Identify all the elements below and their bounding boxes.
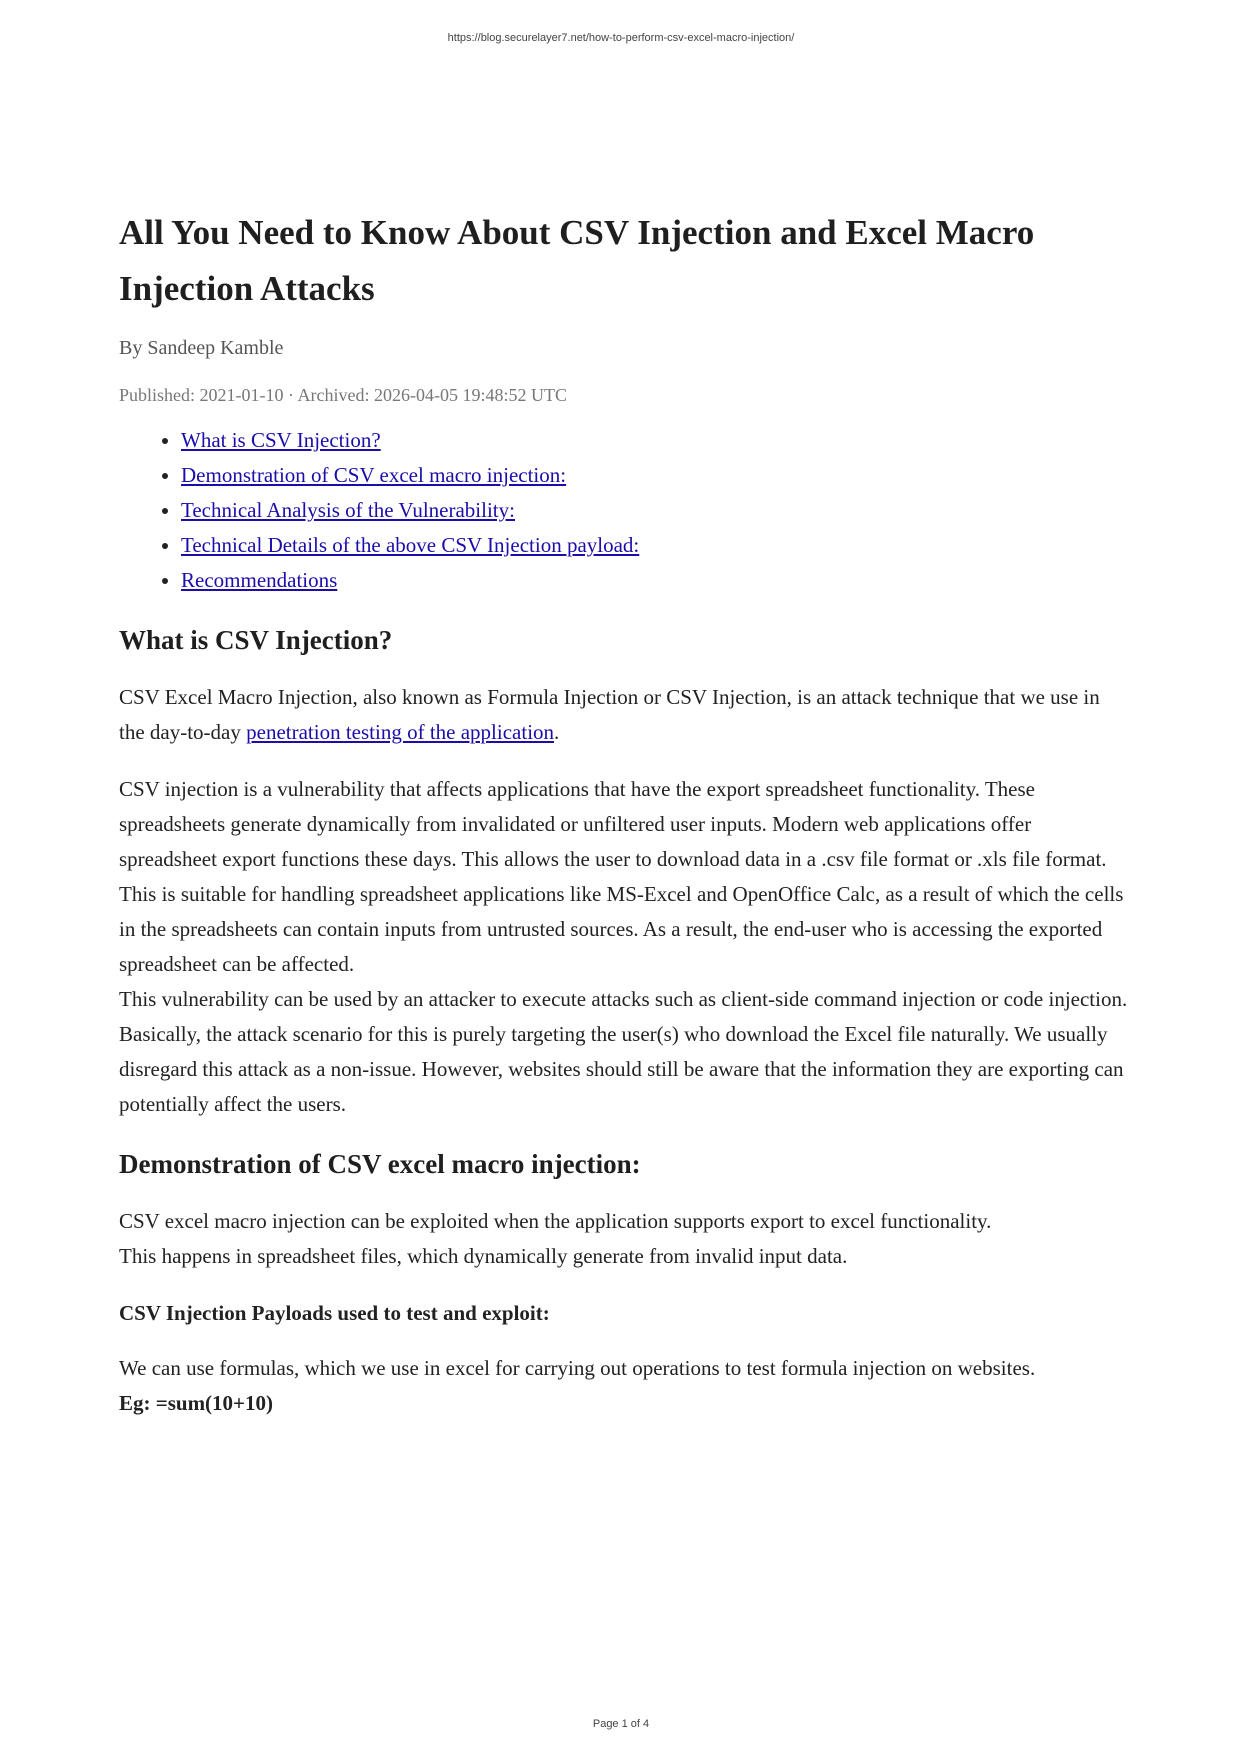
toc-link-technical-details[interactable]: Technical Details of the above CSV Injection payload: bbox=[181, 533, 640, 557]
paragraph-line: This happens in spreadsheet files, which dynamically generate from invalid input data. bbox=[119, 1244, 848, 1268]
paragraph bbox=[119, 680, 1129, 750]
toc-item bbox=[181, 528, 1129, 563]
subheading-payloads: CSV Injection Payloads used to test and exploit: bbox=[119, 1301, 550, 1325]
table-of-contents bbox=[119, 423, 1129, 598]
section-heading-demonstration: Demonstration of CSV excel macro injection: bbox=[119, 1149, 641, 1179]
paragraph-text: We can use formulas, which we use in excel for carrying out operations to test formula injection on websites. bbox=[119, 1356, 1036, 1380]
paragraph: This vulnerability can be used by an attacker to execute attacks such as client-side command injection or code injection. Basically, the attack scenario for this is purely targeting the user(s) who download the Excel file naturally. We usually disregard this attack as a non-issue. However, websites should still be aware that the information they are exporting can potentially affect the users. bbox=[119, 987, 1128, 1116]
page-number: Page 1 of 4 bbox=[592, 1718, 650, 1730]
article-meta: Published: 2021-01-10 · Archived: 2026-04-05 19:48:52 UTC bbox=[119, 385, 567, 405]
toc-link-what-is-csv-injection[interactable]: What is CSV Injection? bbox=[181, 428, 381, 452]
paragraph bbox=[119, 1351, 1129, 1421]
page-url-header: https://blog.securelayer7.net/how-to-perform-csv-excel-macro-injection/ bbox=[447, 32, 795, 44]
toc-link-demonstration[interactable]: Demonstration of CSV excel macro injection: bbox=[181, 463, 567, 487]
toc-item bbox=[181, 458, 1129, 493]
paragraph-line: CSV excel macro injection can be exploited when the application supports export to excel functionality. bbox=[119, 1209, 992, 1233]
example-formula: Eg: =sum(10+10) bbox=[119, 1391, 274, 1415]
paragraph: CSV injection is a vulnerability that affects applications that have the export spreadsheet functionality. These spreadsheets generate dynamically from invalidated or unfiltered user inputs. Modern web applications offer spreadsheet export functions these days. This allows the user to download data in a .csv file format or .xls file format. This is suitable for handling spreadsheet applications like MS-Excel and OpenOffice Calc, as a result of which the cells in the spreadsheets can contain inputs from untrusted sources. As a result, the end-user who is accessing the exported spreadsheet can be affected. bbox=[119, 777, 1124, 976]
paragraph bbox=[119, 1204, 1129, 1274]
paragraph-text: . bbox=[554, 720, 560, 744]
toc-item bbox=[181, 493, 1129, 528]
toc-link-technical-analysis[interactable]: Technical Analysis of the Vulnerability: bbox=[181, 498, 515, 522]
penetration-testing-link[interactable]: penetration testing of the application bbox=[246, 720, 555, 744]
section-heading-what-is-csv-injection: What is CSV Injection? bbox=[119, 625, 393, 655]
toc-item bbox=[181, 423, 1129, 458]
paragraph-text: CSV Excel Macro Injection, also known as Formula Injection or CSV Injection, is an attack technique that we use in the day-to-day bbox=[119, 685, 1100, 744]
article-byline: By Sandeep Kamble bbox=[119, 337, 284, 359]
article-content bbox=[119, 205, 1129, 1443]
toc-item bbox=[181, 563, 1129, 598]
toc-link-recommendations[interactable]: Recommendations bbox=[181, 568, 338, 592]
article-title: All You Need to Know About CSV Injection and Excel Macro Injection Attacks bbox=[119, 213, 1035, 308]
